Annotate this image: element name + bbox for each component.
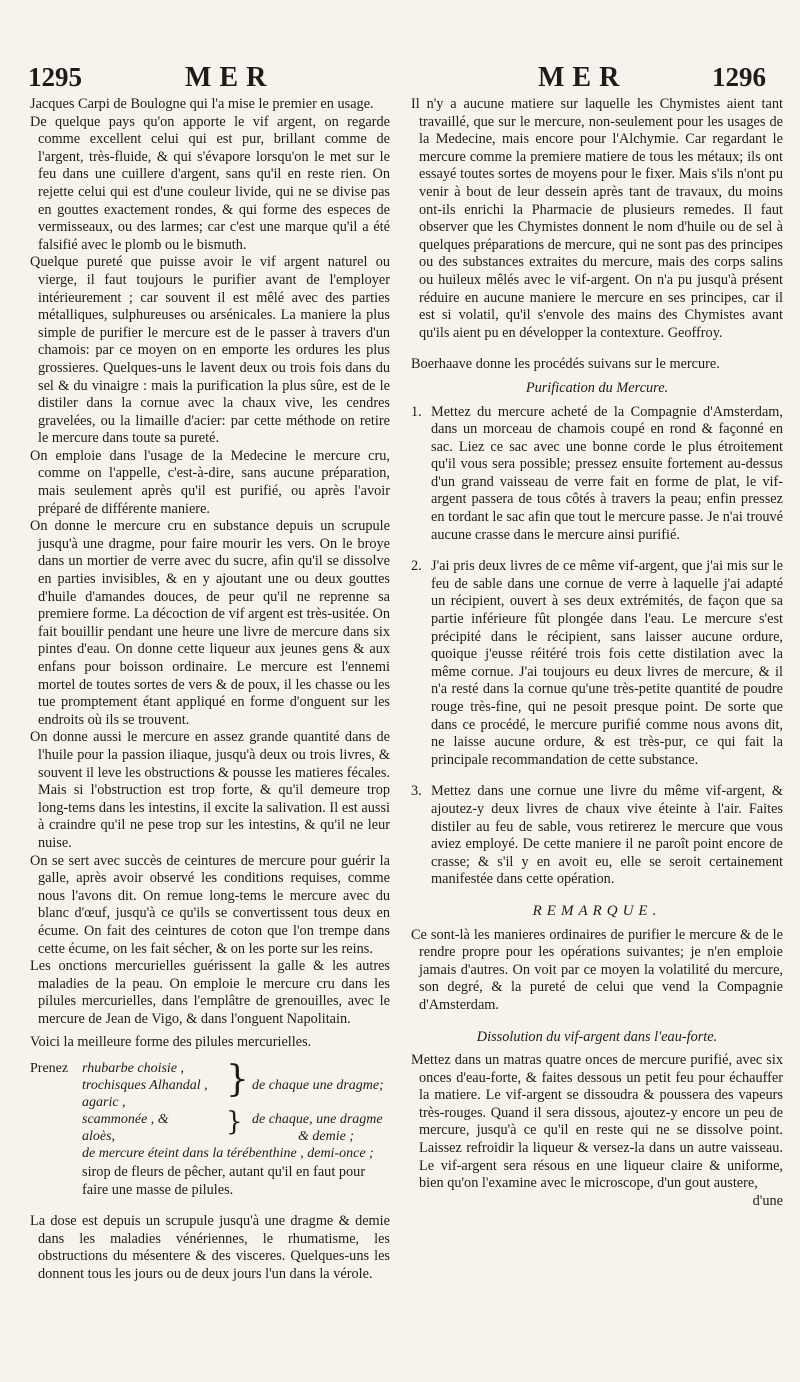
step-text: J'ai pris deux livres de ce même vif-argent, que j'ai mis sur le feu de sable dans une cornue de verre à laquelle j'ai adapté un récipient, ouvert à ses deux extrémités, de façon que sa partie inférieure fût plongée dans l'eau. Le mercure s'est précipité dans le récipient, sans laisser aucune ordure, quoique j'eusse réitéré trois fois cette distilation avec la même cornue. J'ai toujours eu deux livres de mercure, & il n'a resté dans la cornue qu'une très-petite quantité de poudre rouge très-fine, qui ne pesoit presque point. De sorte que dans ce procédé, le mercure purifié comme nous avons dit, ne laisse aucune ordure, & est très-pur, ce qui fait la principale recommandation de cette substance. <box>431 558 783 768</box>
section-heading: Purification du Mercure. <box>525 379 669 396</box>
paragraph: Ce sont-là les manieres ordinaires de purifier le mercure & de le rendre propre pour les opérations suivantes; je n'en emploie jamais d'autres. On voit par ce moyen la volatilité du mercure, son degré, & la pureté de celui que vend la Compagnie d'Amsterdam. <box>411 926 783 1013</box>
recipe-block <box>30 1060 390 1172</box>
recipe-intro: Voici la meilleure forme des pilules mercurielles. <box>30 1034 312 1051</box>
recipe-ingredient: trochisques Alhandal , <box>82 1078 208 1094</box>
step-number: 3. <box>411 783 422 800</box>
step-number: 1. <box>411 403 422 420</box>
paragraph: De quelque pays qu'on apporte le vif argent, on regarde comme excellent celui qui est pur, brillant comme de l'argent, très-fluide, & qui s'évapore lorsqu'on le met sur le feu dans une cuillere d'argent, sans qu'il en reste rien. On rejette celui qui est d'une couleur livide, qui ne se divise pas en gouttes exactement rondes, & qui forme des especes de vermisseaux, ou des larmes; car c'est une marque qu'il a été falsifié avec le plomb ou le bismuth. <box>30 113 390 253</box>
paragraph: On emploie dans l'usage de la Medecine le mercure cru, comme on l'appelle, c'est-à-dire, sans aucune préparation, mais seulement après qu'il est purifié, ou après l'avoir préparé de différente maniere. <box>30 447 390 517</box>
step-number: 2. <box>411 558 422 575</box>
paragraph: Mettez dans un matras quatre onces de mercure purifié, avec six onces d'eau-forte, & faites dessous un petit feu pour échauffer la matiere. Le vif-argent se dissoudra & poussera des vapeurs très-rouges. Quand il sera dissous, ajoutez-y encore un peu de mercure, jusqu'à ce qu'il en reste qui ne se dissolve point. Laissez refroidir la liqueur & versez-la dans un autre vaisseau. Le vif-argent sera résous en une liqueur claire & uniforme, bien qu'on l'examine avec le microscope, d'un gout austere, <box>411 1052 783 1192</box>
paragraph: Les onctions mercurielles guérissent la galle & les autres maladies de la peau. On emploie le mercure cru dans les pilules mercurielles, dans l'emplâtre de grenouilles, avec le mercure de Jean de Vigo, & dans l'onguent Napolitain. <box>30 958 390 1027</box>
paragraph: Il n'y a aucune matiere sur laquelle les Chymistes aient tant travaillé, que sur le mercure, non-seulement pour les usages de la Medecine, mais encore pour l'Alchymie. Car regardant le mercure comme la premiere matiere de tous les métaux; ils ont essayé toutes sortes de moyens pour le fixer. Mais s'ils n'ont pu venir à bout de leur dessein après tant de travaux, du moins ont-ils enrichi la Pharmacie de plusieurs remedes. Il faut observer que les Chymistes donnent le nom d'huile ou de sel à quelques préparations de mercure, qui ne sont pas des principes ou des substances extraites du mercure, mais des corps salins ou huileux mêlés avec le vif-argent. On n'a pu jusqu'à présent réduire en aucune maniere le mercure en ses principes, car il est si volatil, qu'il s'envole des mains des Chymistes avant qu'ils aient pu en développer la contexture. Geoffroy. <box>411 96 783 341</box>
left-column <box>30 96 390 1284</box>
recipe-dose: & demie ; <box>298 1129 354 1145</box>
paragraph: Jacques Carpi de Boulogne qui l'a mise le premier en usage. <box>30 96 374 112</box>
running-head-right: MER <box>538 62 628 93</box>
brace-icon: } <box>226 1107 243 1138</box>
numbered-step <box>411 558 783 769</box>
step-text: Mettez dans une cornue une livre du même vif-argent, & ajoutez-y deux livres de chaux vive éteinte à l'air. Faites distiler au feu de sable, vous retirerez le mercure que vous aviez employé. De cette maniere il ne paroît point encore de crasse; & s'il y en avoit eu, elle se seroit certainement manifestée dans cette opération. <box>431 783 783 888</box>
recipe-ingredient: rhubarbe choisie , <box>82 1061 185 1077</box>
recipe-dose: de chaque, une dragme <box>252 1112 383 1128</box>
paragraph: Quelque pureté que puisse avoir le vif argent naturel ou vierge, il faut toujours le purifier avant de l'employer intérieurement ; car souvent il est mêlé avec des parties métalliques, sulphureuses ou arsénicales. La maniere la plus simple de purifier le mercure est de le passer à travers d'un chamois: par ce moyen on en emporte les ordures les plus grossieres. Quelques-uns le lavent deux ou trois fois dans du sel & du vinaigre : mais la purification la plus sûre, est de le distiler dans la cornue avec la chaux vive, les cendres gravelées, ou la limaille d'acier: par cette méthode on retire le mercure dans toute sa pureté. <box>30 254 390 447</box>
step-text: Mettez du mercure acheté de la Compagnie d'Amsterdam, dans un morceau de chamois coupé en rond & façonné en sac. Liez ce sac avec une bonne corde le plus étroitement qu'il vous sera possible; pressez ensuite fortement au-dessus d'un grand vaisseau de verre fait en forme de plat, le vif-argent passera de tous côtés à travers la peau; enfin pressez en tordant le sac afin que tout le mercure passe. Je n'ai trouvé aucune crasse dans le mercure ainsi purifié. <box>431 403 783 543</box>
paragraph: On donne aussi le mercure en assez grande quantité dans de l'huile pour la passion iliaque, jusqu'à deux ou trois livres, & souvent il leve les obstructions & pousse les matieres fécales. Mais si l'obstruction est trop forte, & qu'il demeure trop long-tems dans les intestins, il excite la salivation. Il est aussi à craindre qu'il ne pese trop sur les intestins, & qu'il ne leur nuise. <box>30 729 390 851</box>
recipe-ingredient: scammonée , & <box>82 1112 169 1128</box>
catchword: d'une <box>752 1192 783 1209</box>
section-heading: REMARQUE. <box>532 902 662 919</box>
paragraph: On donne le mercure cru en substance depuis un scrupule jusqu'à une dragme, pour faire mourir les vers. On le broye dans un mortier de verre avec du sucre, afin qu'il se dissolve en parties invisibles, & en y ajoutant une ou deux gouttes d'huile d'amandes douces, de peur qu'il ne reprenne sa premiere forme. La décoction de vif argent est très-usitée. On fait bouillir pendant une heure une livre de mercure dans six pintes d'eau. On donne cette liqueur aux jeunes gens & aux enfans pour boisson ordinaire. Le mercure est l'ennemi mortel de toutes sortes de vers & de poux, il les chasse ou les tue promptement étant appliqué en forme d'onguent sur les endroits où ils se trouvent. <box>30 518 390 728</box>
paragraph: La dose est depuis un scrupule jusqu'à une dragme & demie dans les maladies vénériennes, le rhumatisme, les obstructions du mésentere & des visceres. Quelques-uns les donnent tous les jours ou de deux jours l'un dans la vérole. <box>30 1213 390 1283</box>
recipe-ingredient: agaric , <box>82 1095 126 1111</box>
recipe-ingredient: faire une masse de pilules. <box>82 1181 234 1198</box>
numbered-step <box>411 404 783 545</box>
recipe-ingredient: sirop de fleurs de pêcher, autant qu'il en faut pour <box>82 1164 366 1181</box>
recipe-ingredient: de mercure éteint dans la térébenthine , demi-once ; <box>82 1146 374 1162</box>
recipe-dose: de chaque une dragme; <box>252 1078 384 1094</box>
brace-icon: } <box>226 1059 249 1101</box>
paragraph: On se sert avec succès de ceintures de mercure pour guérir la galle, après avoir observé les conditions requises, comme nous l'avons dit. On remue long-tems le mercure avec du blanc d'œuf, jusqu'à ce qu'ils se convertissent tous deux en écume. On fait des ceintures de coton que l'on trempe dans cette écume, on les fait sécher, & on les porte sur les reins. <box>30 852 390 957</box>
right-column <box>411 96 783 1210</box>
recipe-ingredient: aloès, <box>82 1129 116 1145</box>
numbered-step <box>411 783 783 889</box>
paragraph: Boerhaave donne les procédés suivans sur le mercure. <box>411 356 720 373</box>
running-head-left: MER <box>185 62 275 93</box>
page-number-left: 1295 <box>28 62 82 92</box>
page-number-right: 1296 <box>712 62 766 92</box>
section-heading: Dissolution du vif-argent dans l'eau-forte. <box>476 1028 718 1045</box>
recipe-prenez: Prenez <box>30 1061 69 1077</box>
